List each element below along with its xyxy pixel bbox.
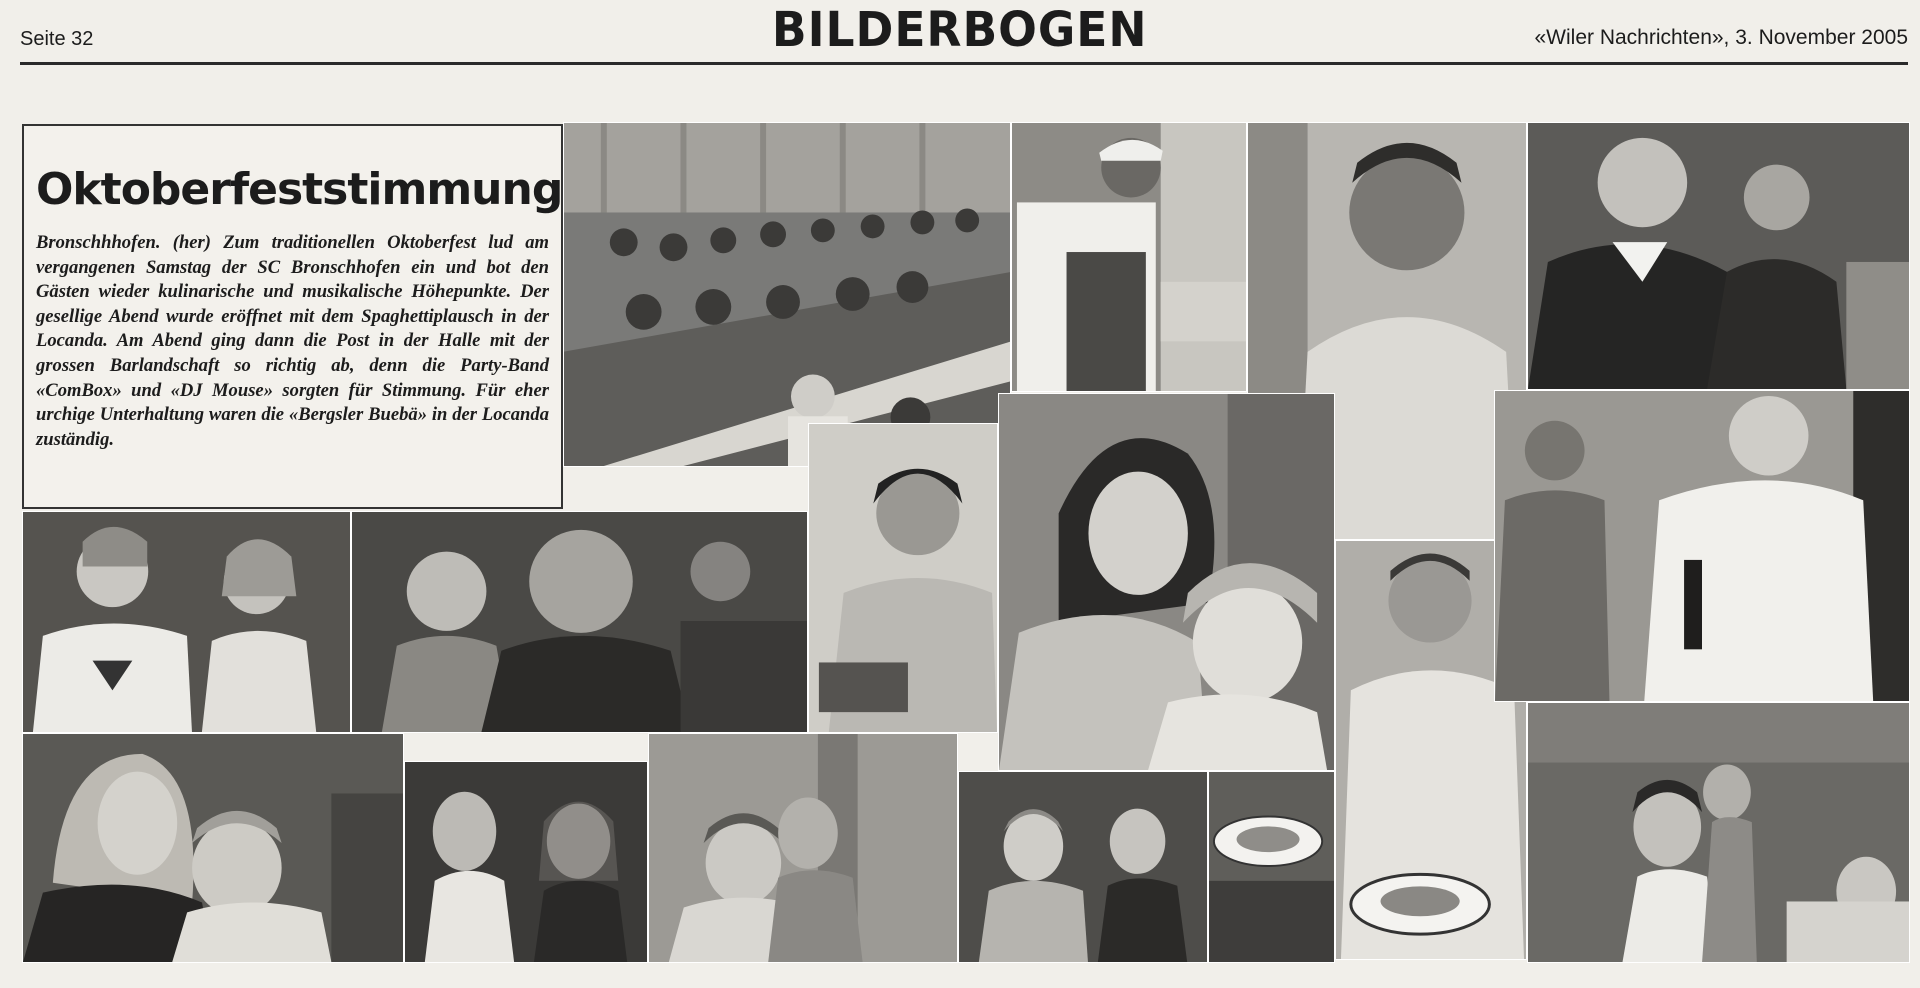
photo-girls-superman [22,511,351,733]
photo-woman-and-child [998,393,1335,771]
header-rule [20,62,1908,65]
photo-bald-man-bottle [1494,390,1910,702]
photo-woman-and-boy [22,733,404,963]
photo-hall-crowd [563,122,1011,467]
article-body: Bronschhhofen. (her) Zum traditionellen Oktoberfest lud am vergangenen Samstag der SC Bronschhofen ein und bot den Gästen wieder kulinarische und musikalische Höhepunkte. Der gesellige Abend wurde eröffnet mit dem Spaghettiplausch in der Locanda. Am Abend ging dann die Post in der Halle mit der grossen Barlandschaft so richtig ab, denn die Party-Band «ComBox» und «DJ Mouse» sorgten für Stimmung. Für eher urchige Unterhaltung waren die «Bergsler Buebä» in der Locanda zuständig. [36,232,549,450]
photo-kids-hall [1527,702,1910,963]
newspaper-source: «Wiler Nachrichten», 3. November 2005 [1534,26,1908,49]
photo-spaghetti-plate [1208,771,1335,963]
article-headline: Oktoberfeststimmung [36,164,563,215]
section-title-text: BILDERBOGEN [772,2,1148,58]
photo-two-women-table [958,771,1208,963]
photo-woman-serving [808,423,998,733]
photo-two-women [404,761,648,963]
photo-cook [1011,122,1247,392]
page-number: Seite 32 [20,28,94,50]
article-box [22,124,563,509]
photo-bald-man-laughing [1527,122,1910,390]
photo-baby-and-man [351,511,808,733]
photo-couple-glasses [648,733,958,963]
